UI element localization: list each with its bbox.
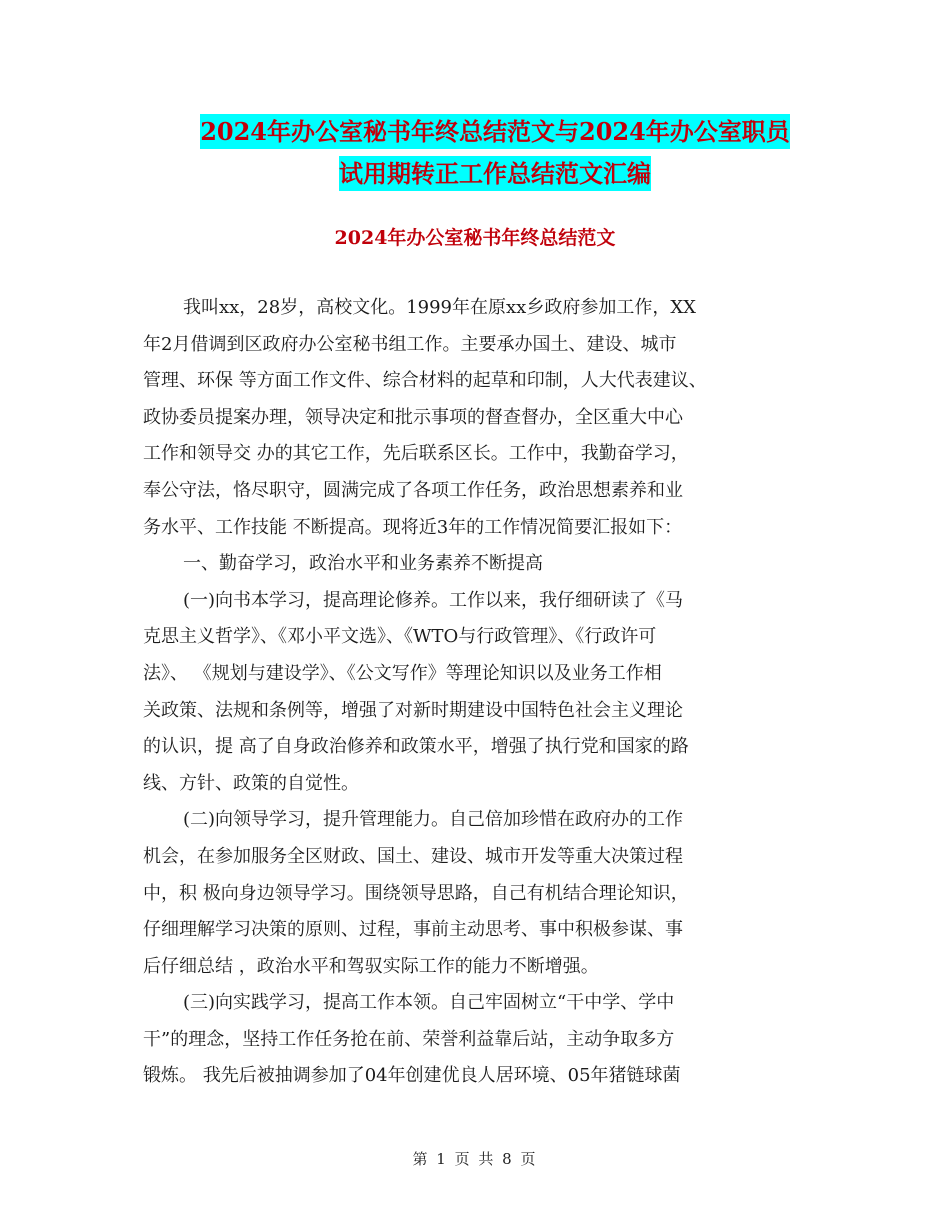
body-line: 克思主义哲学》、《邓小平文选》、《WTO与行政管理》、《行政许可	[143, 626, 657, 648]
title-highlight: 2024年办公室秘书年终总结范文与2024年办公室职员	[200, 114, 790, 149]
body-line: 锻炼。 我先后被抽调参加了04年创建优良人居环境、05年猪链球菌	[143, 1065, 681, 1087]
body-line: 政协委员提案办理，领导决定和批示事项的督查督办，全区重大中心	[143, 406, 683, 428]
section-title: 2024年办公室秘书年终总结范文	[334, 227, 616, 249]
body-line: 工作和领导交 办的其它工作，先后联系区长。工作中，我勤奋学习，	[143, 443, 689, 465]
body-line: (三)向实践学习，提高工作本领。自己牢固树立“干中学、学中	[183, 992, 675, 1014]
body-line: (二)向领导学习，提升管理能力。自己倍加珍惜在政府办的工作	[183, 809, 684, 831]
document-title-line-2	[140, 150, 850, 198]
body-line: 管理、环保 等方面工作文件、综合材料的起草和印制，人大代表建议、	[143, 370, 707, 392]
body-line: 奉公守法，恪尽职守，圆满完成了各项工作任务，政治思想素养和业	[143, 479, 683, 501]
body-line: 我叫xx，28岁，高校文化。1999年在原xx乡政府参加工作，XX	[183, 297, 696, 318]
page-footer: 第 1 页 共 8 页	[412, 1150, 538, 1168]
body-line: 线、方针、政策的自觉性。	[143, 772, 359, 794]
body-line: 仔细理解学习决策的原则、过程，事前主动思考、事中积极参谋、事	[143, 919, 683, 941]
document-body	[143, 290, 815, 1095]
body-line: (一)向书本学习，提高理论修养。工作以来，我仔细研读了《马	[183, 589, 684, 611]
body-line: 年2月借调到区政府办公室秘书组工作。主要承办国土、建设、城市	[143, 333, 677, 355]
body-line: 的认识，提 高了自身政治修养和政策水平，增强了执行党和国家的路	[143, 736, 689, 758]
body-line: 法》、 《规划与建设学》、《公文写作》等理论知识以及业务工作相	[143, 662, 662, 684]
body-line: 机会，在参加服务全区财政、国土、建设、城市开发等重大决策过程	[143, 845, 683, 867]
document-title-line-1	[140, 108, 850, 156]
body-line: 中，积 极向身边领导学习。围绕领导思路，自己有机结合理论知识，	[143, 882, 689, 904]
section-heading: 一、勤奋学习，政治水平和业务素养不断提高	[183, 553, 543, 575]
title-highlight: 试用期转正工作总结范文汇编	[339, 156, 651, 191]
body-line: 干”的理念，坚持工作任务抢在前、荣誉利益靠后站，主动争取多方	[143, 1028, 675, 1050]
body-line: 务水平、工作技能 不断提高。现将近3年的工作情况简要汇报如下：	[143, 516, 683, 538]
body-line: 后仔细总结 ，政治水平和驾驭实际工作的能力不断增强。	[143, 955, 599, 977]
body-line: 关政策、法规和条例等，增强了对新时期建设中国特色社会主义理论	[143, 699, 683, 721]
